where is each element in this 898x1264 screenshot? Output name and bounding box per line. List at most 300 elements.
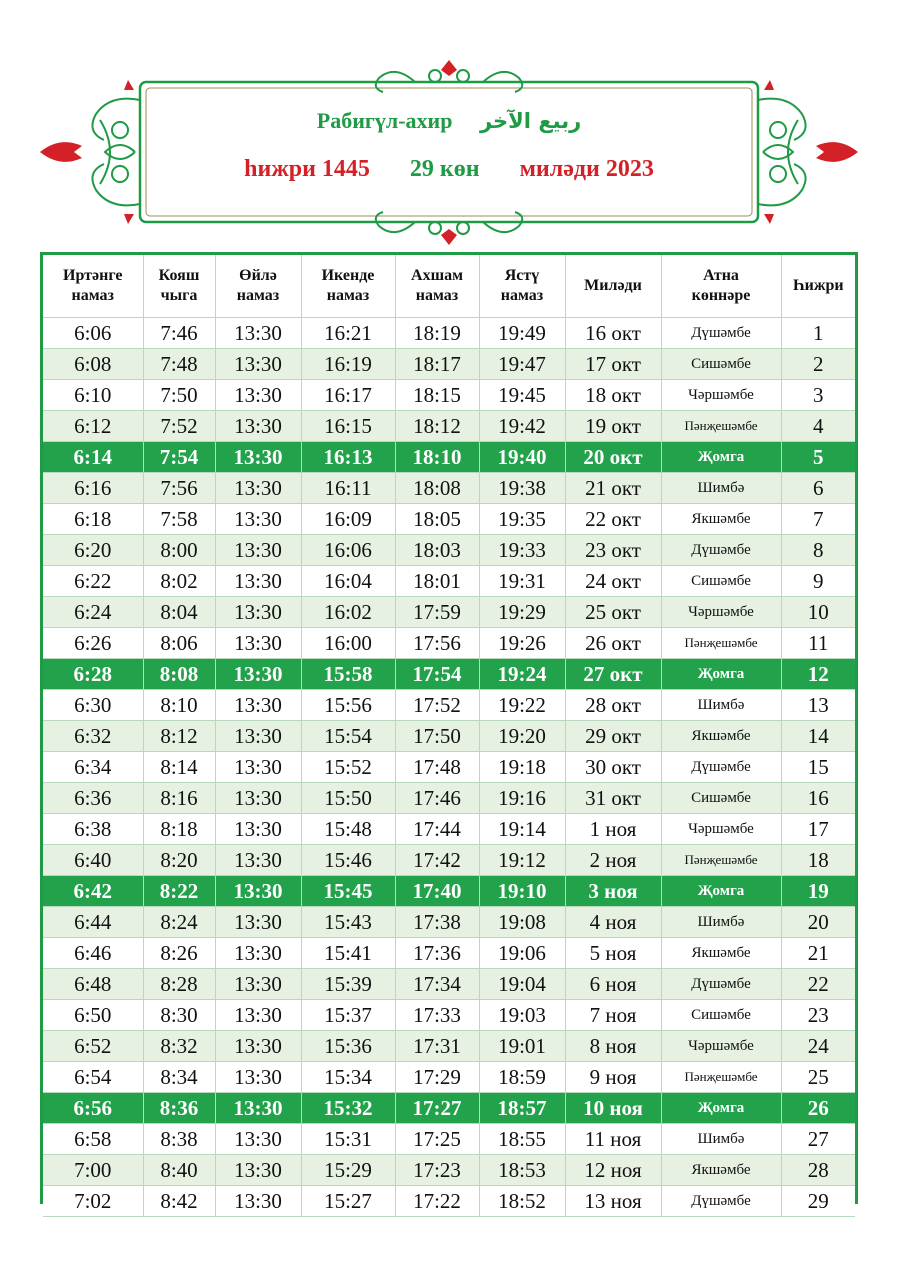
table-cell: Җомга xyxy=(661,442,781,473)
table-cell: 6:36 xyxy=(43,783,143,814)
table-cell: 23 окт xyxy=(565,535,661,566)
table-cell: 15:31 xyxy=(301,1124,395,1155)
table-cell: 13:30 xyxy=(215,566,301,597)
table-cell: 6:38 xyxy=(43,814,143,845)
table-row xyxy=(43,1124,855,1155)
table-cell: 18:01 xyxy=(395,566,479,597)
table-cell: 7:00 xyxy=(43,1155,143,1186)
table-cell: Җомга xyxy=(661,1093,781,1124)
table-cell: 8:10 xyxy=(143,690,215,721)
table-cell: 17:38 xyxy=(395,907,479,938)
table-cell: 17:27 xyxy=(395,1093,479,1124)
table-cell: Пәнҗешәмбе xyxy=(661,411,781,442)
table-cell: 14 xyxy=(781,721,855,752)
table-cell: 19:24 xyxy=(479,659,565,690)
table-cell: 17:50 xyxy=(395,721,479,752)
table-cell: 8:26 xyxy=(143,938,215,969)
table-cell: 24 xyxy=(781,1031,855,1062)
table-cell: 6:34 xyxy=(43,752,143,783)
table-cell: 27 xyxy=(781,1124,855,1155)
table-row xyxy=(43,752,855,783)
table-cell: 15:45 xyxy=(301,876,395,907)
table-cell: 8:14 xyxy=(143,752,215,783)
column-header-line: чыга xyxy=(160,287,198,304)
table-cell: 13:30 xyxy=(215,597,301,628)
table-cell: 7:52 xyxy=(143,411,215,442)
table-cell: 19:42 xyxy=(479,411,565,442)
table-row xyxy=(43,442,855,473)
table-cell: 18:52 xyxy=(479,1186,565,1217)
table-cell: 9 xyxy=(781,566,855,597)
table-row xyxy=(43,659,855,690)
column-header-line: Миләди xyxy=(584,277,642,294)
table-cell: 19:45 xyxy=(479,380,565,411)
table-cell: 16:11 xyxy=(301,473,395,504)
table-cell: 6:26 xyxy=(43,628,143,659)
miladi-year: миләди 2023 xyxy=(519,156,654,182)
column-header xyxy=(43,255,143,318)
table-cell: 18:19 xyxy=(395,318,479,349)
table-cell: 13:30 xyxy=(215,380,301,411)
table-cell: 3 ноя xyxy=(565,876,661,907)
table-cell: 18:17 xyxy=(395,349,479,380)
table-cell: 26 xyxy=(781,1093,855,1124)
table-cell: Сишәмбе xyxy=(661,566,781,597)
column-header-line: Иртәнге xyxy=(63,267,123,284)
table-cell: 19:12 xyxy=(479,845,565,876)
table-cell: 15:41 xyxy=(301,938,395,969)
table-cell: Чәршәмбе xyxy=(661,597,781,628)
table-cell: 13:30 xyxy=(215,411,301,442)
table-header-row xyxy=(43,255,855,318)
table-cell: 19:03 xyxy=(479,1000,565,1031)
table-cell: 8:06 xyxy=(143,628,215,659)
table-cell: 18:08 xyxy=(395,473,479,504)
table-cell: 7:46 xyxy=(143,318,215,349)
table-cell: 6:12 xyxy=(43,411,143,442)
table-cell: Сишәмбе xyxy=(661,783,781,814)
table-row xyxy=(43,473,855,504)
table-cell: 6 ноя xyxy=(565,969,661,1000)
table-cell: 11 ноя xyxy=(565,1124,661,1155)
table-cell: 17:23 xyxy=(395,1155,479,1186)
table-cell: 6:06 xyxy=(43,318,143,349)
table-cell: 6:58 xyxy=(43,1124,143,1155)
table-cell: 9 ноя xyxy=(565,1062,661,1093)
table-row xyxy=(43,814,855,845)
table-cell: 19:14 xyxy=(479,814,565,845)
table-cell: 24 окт xyxy=(565,566,661,597)
column-header xyxy=(215,255,301,318)
table-cell: Дүшәмбе xyxy=(661,318,781,349)
table-cell: 8:02 xyxy=(143,566,215,597)
table-cell: 13:30 xyxy=(215,814,301,845)
table-row xyxy=(43,349,855,380)
table-cell: 17:31 xyxy=(395,1031,479,1062)
table-cell: 6 xyxy=(781,473,855,504)
table-cell: 8:24 xyxy=(143,907,215,938)
table-cell: 2 xyxy=(781,349,855,380)
header-frame xyxy=(40,60,858,245)
table-cell: 17:33 xyxy=(395,1000,479,1031)
table-cell: 8:40 xyxy=(143,1155,215,1186)
table-cell: 15:43 xyxy=(301,907,395,938)
table-row xyxy=(43,907,855,938)
column-header xyxy=(143,255,215,318)
table-cell: 17:59 xyxy=(395,597,479,628)
table-cell: 6:50 xyxy=(43,1000,143,1031)
table-cell: Дүшәмбе xyxy=(661,1186,781,1217)
table-cell: 25 окт xyxy=(565,597,661,628)
table-cell: Шимбә xyxy=(661,1124,781,1155)
table-cell: 15:54 xyxy=(301,721,395,752)
table-cell: 13:30 xyxy=(215,1093,301,1124)
table-cell: 6:42 xyxy=(43,876,143,907)
table-cell: 20 xyxy=(781,907,855,938)
table-cell: 17:29 xyxy=(395,1062,479,1093)
table-cell: 16 xyxy=(781,783,855,814)
table-cell: 18 xyxy=(781,845,855,876)
table-cell: Дүшәмбе xyxy=(661,535,781,566)
table-cell: 13:30 xyxy=(215,504,301,535)
table-cell: Сишәмбе xyxy=(661,349,781,380)
table-cell: 17:25 xyxy=(395,1124,479,1155)
table-row xyxy=(43,690,855,721)
table-cell: 6:56 xyxy=(43,1093,143,1124)
table-cell: 17 xyxy=(781,814,855,845)
table-cell: 13:30 xyxy=(215,845,301,876)
table-cell: 23 xyxy=(781,1000,855,1031)
column-header-line: намаз xyxy=(326,287,370,304)
table-cell: 30 окт xyxy=(565,752,661,783)
table-cell: 8:04 xyxy=(143,597,215,628)
table-cell: 16:21 xyxy=(301,318,395,349)
table-cell: 17:44 xyxy=(395,814,479,845)
column-header xyxy=(661,255,781,318)
table-cell: 19:35 xyxy=(479,504,565,535)
table-cell: 6:48 xyxy=(43,969,143,1000)
table-cell: 17:48 xyxy=(395,752,479,783)
column-header-line: намаз xyxy=(236,287,280,304)
table-cell: 13:30 xyxy=(215,1000,301,1031)
table-row xyxy=(43,628,855,659)
table-cell: Якшәмбе xyxy=(661,721,781,752)
table-cell: 8:28 xyxy=(143,969,215,1000)
table-row xyxy=(43,411,855,442)
table-row xyxy=(43,721,855,752)
table-cell: 6:24 xyxy=(43,597,143,628)
table-cell: 15:34 xyxy=(301,1062,395,1093)
column-header-line: намаз xyxy=(500,287,544,304)
table-cell: 7:48 xyxy=(143,349,215,380)
table-cell: 8:16 xyxy=(143,783,215,814)
table-cell: 16:06 xyxy=(301,535,395,566)
table-cell: 18:57 xyxy=(479,1093,565,1124)
table-cell: 13:30 xyxy=(215,752,301,783)
ornament-frame xyxy=(40,60,858,245)
table-cell: 12 ноя xyxy=(565,1155,661,1186)
table-row xyxy=(43,876,855,907)
table-cell: 17:54 xyxy=(395,659,479,690)
table-cell: 20 окт xyxy=(565,442,661,473)
table-cell: 19:47 xyxy=(479,349,565,380)
table-cell: Җомга xyxy=(661,659,781,690)
table-cell: 16:09 xyxy=(301,504,395,535)
table-cell: 5 ноя xyxy=(565,938,661,969)
table-cell: Дүшәмбе xyxy=(661,969,781,1000)
table-cell: 13:30 xyxy=(215,1155,301,1186)
table-cell: 13:30 xyxy=(215,349,301,380)
table-cell: 1 xyxy=(781,318,855,349)
table-cell: 13:30 xyxy=(215,690,301,721)
table-cell: 19:16 xyxy=(479,783,565,814)
table-cell: 16 окт xyxy=(565,318,661,349)
table-cell: 19:31 xyxy=(479,566,565,597)
table-row xyxy=(43,1031,855,1062)
table-cell: 16:19 xyxy=(301,349,395,380)
table-cell: 17:52 xyxy=(395,690,479,721)
table-cell: 21 окт xyxy=(565,473,661,504)
table-cell: 13:30 xyxy=(215,938,301,969)
table-cell: 13 ноя xyxy=(565,1186,661,1217)
column-header-line: намаз xyxy=(71,287,114,304)
table-cell: 19:40 xyxy=(479,442,565,473)
column-header xyxy=(301,255,395,318)
table-cell: 18:53 xyxy=(479,1155,565,1186)
table-cell: 6:18 xyxy=(43,504,143,535)
month-title xyxy=(40,108,858,134)
table-row xyxy=(43,380,855,411)
table-row xyxy=(43,845,855,876)
table-row xyxy=(43,938,855,969)
table-cell: 13:30 xyxy=(215,876,301,907)
table-cell: 12 xyxy=(781,659,855,690)
table-cell: Якшәмбе xyxy=(661,938,781,969)
table-cell: 19:38 xyxy=(479,473,565,504)
table-cell: Якшәмбе xyxy=(661,504,781,535)
table-cell: Пәнҗешәмбе xyxy=(661,1062,781,1093)
table-row xyxy=(43,1155,855,1186)
table-cell: 19:20 xyxy=(479,721,565,752)
table-cell: 8:34 xyxy=(143,1062,215,1093)
table-cell: 13:30 xyxy=(215,473,301,504)
table-row xyxy=(43,969,855,1000)
table-cell: 17:46 xyxy=(395,783,479,814)
column-header-line: Ахшам xyxy=(411,267,463,284)
table-cell: 8:18 xyxy=(143,814,215,845)
days-count: 29 көн xyxy=(409,156,480,182)
table-cell: 6:52 xyxy=(43,1031,143,1062)
column-header-line: Ястү xyxy=(504,267,540,284)
table-cell: 8:42 xyxy=(143,1186,215,1217)
table-cell: 6:28 xyxy=(43,659,143,690)
table-cell: 19:01 xyxy=(479,1031,565,1062)
column-header-line: Атна xyxy=(703,267,739,284)
table-cell: 19:10 xyxy=(479,876,565,907)
table-cell: 7:58 xyxy=(143,504,215,535)
table-cell: 15:32 xyxy=(301,1093,395,1124)
table-cell: 31 окт xyxy=(565,783,661,814)
table-cell: 16:13 xyxy=(301,442,395,473)
table-cell: 6:14 xyxy=(43,442,143,473)
table-cell: 13:30 xyxy=(215,969,301,1000)
table-cell: 13:30 xyxy=(215,442,301,473)
table-body xyxy=(43,318,855,1217)
table-cell: 15:27 xyxy=(301,1186,395,1217)
table-cell: 8:20 xyxy=(143,845,215,876)
table-cell: 6:20 xyxy=(43,535,143,566)
table-cell: 13:30 xyxy=(215,535,301,566)
table-cell: 13 xyxy=(781,690,855,721)
column-header-line: Өйлә xyxy=(239,267,277,284)
table-cell: 19:18 xyxy=(479,752,565,783)
table-cell: 13:30 xyxy=(215,318,301,349)
table-row xyxy=(43,1062,855,1093)
table-cell: 19:33 xyxy=(479,535,565,566)
table-cell: 29 окт xyxy=(565,721,661,752)
table-cell: 8:12 xyxy=(143,721,215,752)
table-cell: 11 xyxy=(781,628,855,659)
table-cell: 13:30 xyxy=(215,783,301,814)
table-cell: 15:36 xyxy=(301,1031,395,1062)
table-cell: 18 окт xyxy=(565,380,661,411)
table-cell: 13:30 xyxy=(215,721,301,752)
table-cell: 7:50 xyxy=(143,380,215,411)
column-header xyxy=(395,255,479,318)
column-header-line: намаз xyxy=(415,287,459,304)
hijri-year: һижри 1445 xyxy=(244,156,370,182)
table-cell: 4 ноя xyxy=(565,907,661,938)
table-cell: 15:48 xyxy=(301,814,395,845)
table-cell: 15:29 xyxy=(301,1155,395,1186)
column-header-line: Һижри xyxy=(792,277,844,294)
table-cell: Шимбә xyxy=(661,473,781,504)
column-header xyxy=(565,255,661,318)
column-header xyxy=(781,255,855,318)
table-cell: 13:30 xyxy=(215,1031,301,1062)
table-cell: 7:02 xyxy=(43,1186,143,1217)
table-cell: 19:04 xyxy=(479,969,565,1000)
table-cell: 6:40 xyxy=(43,845,143,876)
table-cell: 18:03 xyxy=(395,535,479,566)
table-cell: 15:50 xyxy=(301,783,395,814)
table-cell: Сишәмбе xyxy=(661,1000,781,1031)
table-cell: 19:06 xyxy=(479,938,565,969)
table-cell: 15:52 xyxy=(301,752,395,783)
table-cell: 22 окт xyxy=(565,504,661,535)
table-cell: 29 xyxy=(781,1186,855,1217)
column-header-line: Кояш xyxy=(158,267,200,284)
table-cell: 6:54 xyxy=(43,1062,143,1093)
table-cell: 17 окт xyxy=(565,349,661,380)
table-cell: Чәршәмбе xyxy=(661,1031,781,1062)
table-cell: Дүшәмбе xyxy=(661,752,781,783)
table-cell: 17:22 xyxy=(395,1186,479,1217)
table-cell: 13:30 xyxy=(215,659,301,690)
table-cell: 6:46 xyxy=(43,938,143,969)
table-cell: 19:29 xyxy=(479,597,565,628)
table-cell: 2 ноя xyxy=(565,845,661,876)
table-cell: 6:30 xyxy=(43,690,143,721)
table-cell: 8:30 xyxy=(143,1000,215,1031)
table-row xyxy=(43,504,855,535)
table-cell: 18:12 xyxy=(395,411,479,442)
table-cell: Пәнҗешәмбе xyxy=(661,628,781,659)
table-cell: 8:00 xyxy=(143,535,215,566)
column-header xyxy=(479,255,565,318)
table-cell: 17:34 xyxy=(395,969,479,1000)
table-row xyxy=(43,1093,855,1124)
table-cell: 19:26 xyxy=(479,628,565,659)
prayer-times-table xyxy=(40,252,858,1213)
table-cell: 6:22 xyxy=(43,566,143,597)
table-cell: 8 ноя xyxy=(565,1031,661,1062)
table-cell: 3 xyxy=(781,380,855,411)
table-cell: 6:08 xyxy=(43,349,143,380)
table-cell: Якшәмбе xyxy=(661,1155,781,1186)
table-cell: 28 окт xyxy=(565,690,661,721)
table-cell: 6:10 xyxy=(43,380,143,411)
table-cell: 13:30 xyxy=(215,1062,301,1093)
table-row xyxy=(43,318,855,349)
table-cell: 7 ноя xyxy=(565,1000,661,1031)
table-cell: 8:08 xyxy=(143,659,215,690)
table-cell: 16:04 xyxy=(301,566,395,597)
table-cell: 17:42 xyxy=(395,845,479,876)
table-cell: 15:39 xyxy=(301,969,395,1000)
table-cell: 7 xyxy=(781,504,855,535)
table-cell: 13:30 xyxy=(215,1124,301,1155)
table-cell: 16:02 xyxy=(301,597,395,628)
table-cell: 18:15 xyxy=(395,380,479,411)
table-cell: Пәнҗешәмбе xyxy=(661,845,781,876)
table-cell: 15:58 xyxy=(301,659,395,690)
table-row xyxy=(43,1186,855,1217)
table-cell: 27 окт xyxy=(565,659,661,690)
month-arabic: ربيع الآخر xyxy=(479,109,582,133)
table-row xyxy=(43,783,855,814)
table-cell: Чәршәмбе xyxy=(661,380,781,411)
table-cell: 13:30 xyxy=(215,907,301,938)
table-cell: Шимбә xyxy=(661,690,781,721)
table-cell: 19 окт xyxy=(565,411,661,442)
table-cell: 8:36 xyxy=(143,1093,215,1124)
table-cell: 19:08 xyxy=(479,907,565,938)
table-row xyxy=(43,535,855,566)
table-cell: 6:44 xyxy=(43,907,143,938)
table-cell: 17:56 xyxy=(395,628,479,659)
table-cell: 10 xyxy=(781,597,855,628)
table-cell: 7:56 xyxy=(143,473,215,504)
table-cell: 15:37 xyxy=(301,1000,395,1031)
table-cell: 21 xyxy=(781,938,855,969)
table-cell: 16:15 xyxy=(301,411,395,442)
column-header-line: Икенде xyxy=(321,267,375,284)
table-cell: 16:00 xyxy=(301,628,395,659)
table-cell: 17:40 xyxy=(395,876,479,907)
column-header-line: көннәре xyxy=(691,287,751,304)
table-cell: 15:56 xyxy=(301,690,395,721)
table-cell: 8:38 xyxy=(143,1124,215,1155)
table-cell: 10 ноя xyxy=(565,1093,661,1124)
table-cell: 18:10 xyxy=(395,442,479,473)
table-cell: 15 xyxy=(781,752,855,783)
table-cell: 19 xyxy=(781,876,855,907)
table-cell: 15:46 xyxy=(301,845,395,876)
table-cell: Чәршәмбе xyxy=(661,814,781,845)
table-cell: 6:32 xyxy=(43,721,143,752)
table-cell: 8:22 xyxy=(143,876,215,907)
